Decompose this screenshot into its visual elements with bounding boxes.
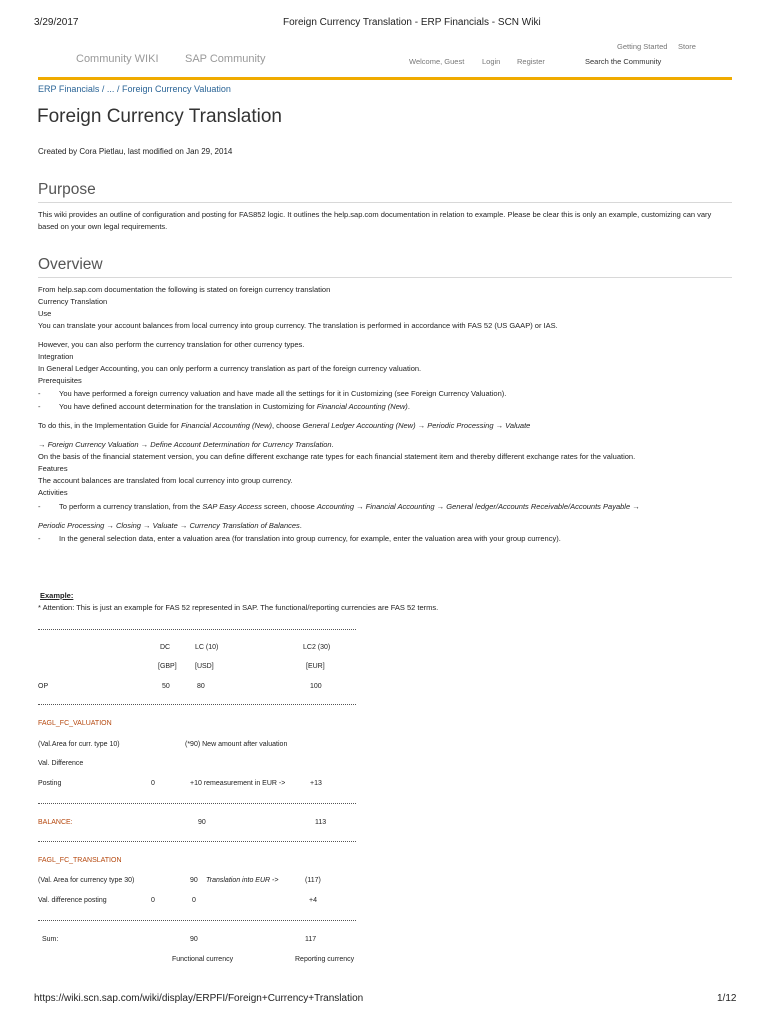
balance-label: BALANCE: bbox=[38, 819, 73, 826]
tr-area-note: Translation into EUR -> bbox=[206, 877, 279, 884]
print-page-number: 1/12 bbox=[717, 993, 737, 1004]
overview-line: Periodic Processing → Closing → Valuate → Currency Translation of Balances. bbox=[38, 521, 302, 530]
bullet-text: To perform a currency translation, from the SAP Easy Access screen, choose Accounting → Financial Accounting → General ledger/Accounts Receivable/Accounts Payable → bbox=[59, 502, 640, 511]
overview-line: Currency Translation bbox=[38, 297, 108, 306]
sum-lc2-value: 117 bbox=[305, 936, 317, 943]
overview-heading: Overview bbox=[38, 256, 103, 273]
posting-note: +10 remeasurement in EUR -> bbox=[190, 780, 286, 787]
page-title: Foreign Currency Translation bbox=[37, 106, 282, 127]
overview-line: You can translate your account balances from local currency into group currency. The translation is performed in accordance with FAS 52 (US GAAP) or IAS. bbox=[38, 321, 558, 330]
overview-line: Prerequisites bbox=[38, 376, 82, 385]
breadcrumb-item-ellipsis[interactable]: ... bbox=[106, 84, 115, 94]
overview-line: → Foreign Currency Valuation → Define Account Determination for Currency Translation. bbox=[38, 440, 334, 449]
overview-divider bbox=[38, 277, 732, 278]
print-date: 3/29/2017 bbox=[34, 17, 79, 28]
dotted-separator bbox=[38, 841, 356, 842]
print-url: https://wiki.scn.sap.com/wiki/display/ERPFI/Foreign+Currency+Translation bbox=[34, 993, 364, 1004]
tr-diff-dc-value: 0 bbox=[151, 897, 155, 904]
bullet-text: You have defined account determination for the translation in Customizing for Financial Accounting (New). bbox=[59, 402, 410, 411]
fagl-translation-heading: FAGL_FC_TRANSLATION bbox=[38, 857, 122, 864]
bullet-text: In the general selection data, enter a valuation area (for translation into group currency, for example, enter the valuation area with your group currency). bbox=[59, 534, 561, 543]
overview-line: Integration bbox=[38, 352, 74, 361]
op-dc-value: 50 bbox=[162, 683, 170, 690]
col-header-lc10: LC (10) bbox=[195, 644, 219, 651]
reporting-currency-label: Reporting currency bbox=[295, 956, 355, 963]
purpose-heading: Purpose bbox=[38, 181, 96, 198]
overview-line: From help.sap.com documentation the following is stated on foreign currency translation bbox=[38, 285, 331, 294]
sum-label: Sum: bbox=[42, 936, 59, 943]
overview-line: However, you can also perform the currency translation for other currency types. bbox=[38, 340, 305, 349]
posting-label: Posting bbox=[38, 780, 62, 787]
nav-community-wiki[interactable]: Community WIKI bbox=[76, 53, 159, 65]
page-byline: Created by Cora Pietlau, last modified on Jan 29, 2014 bbox=[38, 147, 233, 156]
currency-usd: [USD] bbox=[195, 663, 214, 670]
bullet-dash: - bbox=[38, 402, 41, 411]
breadcrumb bbox=[38, 84, 231, 94]
bullet-dash: - bbox=[38, 534, 41, 543]
dotted-separator bbox=[38, 803, 356, 804]
breadcrumb-item-foreign-currency-valuation[interactable]: Foreign Currency Valuation bbox=[121, 84, 231, 94]
nav-sap-community[interactable]: SAP Community bbox=[185, 53, 266, 65]
tr-area-lc2-value: (117) bbox=[305, 877, 321, 884]
sum-lc-value: 90 bbox=[190, 936, 198, 943]
balance-lc2-value: 113 bbox=[315, 819, 327, 826]
purpose-divider bbox=[38, 202, 732, 203]
dotted-separator bbox=[38, 629, 356, 630]
op-lc2-value: 100 bbox=[310, 683, 322, 690]
tr-diff-label: Val. difference posting bbox=[38, 897, 107, 904]
overview-line: In General Ledger Accounting, you can only perform a currency translation as part of the foreign currency valuation. bbox=[38, 364, 422, 373]
print-page-title: Foreign Currency Translation - ERP Financials - SCN Wiki bbox=[283, 17, 541, 28]
posting-dc-value: 0 bbox=[151, 780, 155, 787]
nav-login[interactable]: Login bbox=[482, 57, 501, 66]
nav-store[interactable]: Store bbox=[678, 42, 696, 51]
tr-diff-lc2-value: +4 bbox=[309, 897, 317, 904]
fagl-valuation-heading: FAGL_FC_VALUATION bbox=[38, 720, 112, 727]
overview-line: To do this, in the Implementation Guide for Financial Accounting (New), choose General Ledger Accounting (New) → Periodic Processing → Valuate bbox=[38, 421, 531, 430]
nav-search[interactable]: Search the Community bbox=[585, 57, 662, 66]
val-area-label: (Val.Area for curr. type 10) bbox=[38, 741, 120, 748]
posting-lc2-value: +13 bbox=[310, 780, 322, 787]
breadcrumb-item-erp-financials[interactable]: ERP Financials bbox=[38, 84, 100, 94]
purpose-text-line1: This wiki provides an outline of configuration and posting for FAS852 logic. It outlines the help.sap.com documentation in relation to example. Please be clear this is only an example, customizing can vary bbox=[38, 210, 712, 219]
example-heading: Example: bbox=[40, 591, 74, 600]
bullet-dash: - bbox=[38, 502, 41, 511]
tr-area-label: (Val. Area for currency type 30) bbox=[38, 877, 135, 884]
col-header-lc2: LC2 (30) bbox=[303, 644, 331, 651]
col-header-dc: DC bbox=[160, 644, 171, 651]
overview-line: Features bbox=[38, 464, 68, 473]
tr-area-lc-value: 90 bbox=[190, 877, 198, 884]
example-note: * Attention: This is just an example for FAS 52 represented in SAP. The functional/reporting currencies are FAS 52 terms. bbox=[38, 603, 439, 612]
nav-register[interactable]: Register bbox=[517, 57, 545, 66]
purpose-text-line2: based on your own legal requirements. bbox=[38, 222, 168, 231]
bullet-text: You have performed a foreign currency valuation and have made all the settings for it in Customizing (see Foreign Currency Valuation). bbox=[59, 389, 507, 398]
currency-eur: [EUR] bbox=[306, 663, 325, 670]
balance-lc-value: 90 bbox=[198, 819, 206, 826]
functional-currency-label: Functional currency bbox=[172, 956, 234, 963]
dotted-separator bbox=[38, 704, 356, 705]
op-label: OP bbox=[38, 683, 49, 690]
breadcrumb-separator: / bbox=[116, 84, 120, 94]
nav-accent-bar bbox=[38, 77, 732, 80]
currency-gbp: [GBP] bbox=[158, 663, 177, 670]
nav-welcome: Welcome, Guest bbox=[409, 57, 465, 66]
overview-line: Activities bbox=[38, 488, 68, 497]
nav-getting-started[interactable]: Getting Started bbox=[617, 42, 668, 51]
overview-line: The account balances are translated from local currency into group currency. bbox=[38, 476, 293, 485]
op-lc-value: 80 bbox=[197, 683, 205, 690]
bullet-dash: - bbox=[38, 389, 41, 398]
dotted-separator bbox=[38, 920, 356, 921]
breadcrumb-separator: / bbox=[101, 84, 105, 94]
val-difference-label: Val. Difference bbox=[38, 760, 84, 767]
tr-diff-lc-value: 0 bbox=[192, 897, 196, 904]
overview-line: On the basis of the financial statement version, you can define different exchange rate types for each financial statement item and thereby different exchange rates for the valuation. bbox=[38, 452, 636, 461]
overview-line: Use bbox=[38, 309, 52, 318]
val-area-note: (*90) New amount after valuation bbox=[185, 741, 288, 748]
